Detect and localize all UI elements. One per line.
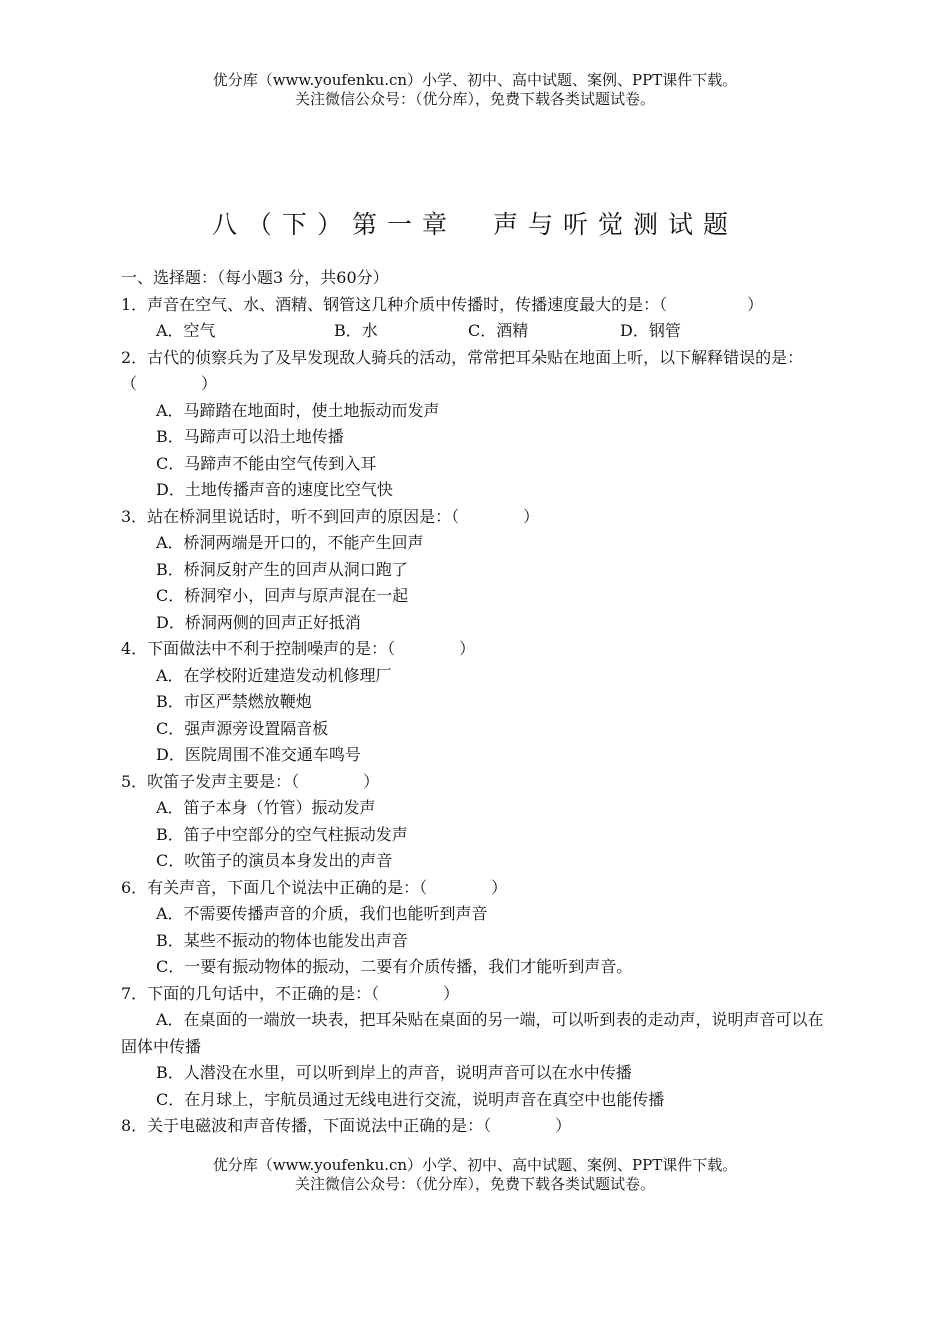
option-d: D．医院周围不准交通车鸣号 — [156, 745, 361, 764]
option-a: A．在桌面的一端放一块表，把耳朵贴在桌面的另一端，可以听到表的走动声，说明声音可以在固体中传播 — [121, 1010, 824, 1056]
option-b: B．某些不振动的物体也能发出声音 — [156, 930, 408, 950]
footer-line-1: 优分库（www.youfenku.cn）小学、初中、高中试题、案例、PPT课件下载。 — [212, 1156, 738, 1174]
question-stem: 1．声音在空气、水、酒精、钢管这几种介质中传播时，传播速度最大的是：（ ） — [121, 294, 764, 314]
option-d: D．桥洞两侧的回声正好抵消 — [156, 612, 361, 632]
option-d: D．土地传播声音的速度比空气快 — [156, 480, 393, 499]
question-options-row — [121, 318, 839, 345]
question-stem: 3．站在桥洞里说话时，听不到回声的原因是：（ ） — [121, 506, 540, 526]
title-part-2: 声与听觉测试题 — [493, 210, 739, 239]
footer-line-2: 关注微信公众号：（优分库），免费下载各类试题试卷。 — [294, 1175, 655, 1193]
option-d: D．钢管 — [620, 321, 681, 340]
question-stem: 5．吹笛子发声主要是：（ ） — [121, 771, 380, 791]
header-line-2: 关注微信公众号：（优分库），免费下载各类试题试卷。 — [294, 90, 655, 108]
option-c: C．桥洞窄小，回声与原声混在一起 — [156, 586, 409, 605]
question-stem: 7．下面的几句话中，不正确的是：（ ） — [121, 983, 460, 1003]
question-list — [121, 265, 839, 1140]
header-line-1: 优分库（www.youfenku.cn）小学、初中、高中试题、案例、PPT课件下载。 — [212, 71, 738, 89]
option-b: B．水 — [334, 321, 378, 340]
option-b: B．笛子中空部分的空气柱振动发声 — [156, 824, 408, 844]
section-heading: 一、选择题：（每小题3 分，共60分） — [121, 268, 389, 287]
option-c: C．酒精 — [468, 321, 529, 340]
option-b: B．马蹄声可以沿土地传播 — [156, 427, 344, 446]
option-c: C．在月球上，宇航员通过无线电进行交流，说明声音在真空中也能传播 — [156, 1089, 665, 1109]
option-c: C．马蹄声不能由空气传到入耳 — [156, 453, 377, 473]
option-b: B．人潜没在水里，可以听到岸上的声音，说明声音可以在水中传播 — [156, 1063, 632, 1082]
option-a: A．不需要传播声音的介质，我们也能听到声音 — [156, 904, 488, 923]
title-part-1: 八（下）第一章 — [211, 210, 457, 239]
option-a: A．笛子本身（竹管）振动发声 — [156, 798, 376, 817]
question-stem: 2．古代的侦察兵为了及早发现敌人骑兵的活动，常常把耳朵贴在地面上听，以下解释错误的是：（ ） — [121, 347, 804, 393]
option-b: B．桥洞反射产生的回声从洞口跑了 — [156, 559, 408, 579]
option-a: A．在学校附近建造发动机修理厂 — [156, 665, 392, 685]
option-c: C．吹笛子的演员本身发出的声音 — [156, 851, 393, 870]
page-header — [0, 71, 950, 109]
question-stem: 8．关于电磁波和声音传播，下面说法中正确的是：（ ） — [121, 1116, 572, 1135]
option-c: C．一要有振动物体的振动，二要有介质传播，我们才能听到声音。 — [156, 957, 633, 976]
question-stem: 6．有关声音，下面几个说法中正确的是：（ ） — [121, 877, 508, 897]
option-a: A．空气 — [156, 321, 216, 340]
question-stem: 4．下面做法中不利于控制噪声的是：（ ） — [121, 639, 476, 658]
option-a: A．桥洞两端是开口的，不能产生回声 — [156, 533, 424, 552]
option-c: C．强声源旁设置隔音板 — [156, 718, 329, 738]
option-a: A．马蹄踏在地面时，使土地振动而发声 — [156, 400, 440, 420]
page-footer — [0, 1156, 950, 1194]
option-b: B．市区严禁燃放鞭炮 — [156, 692, 312, 711]
document-title — [0, 205, 950, 245]
